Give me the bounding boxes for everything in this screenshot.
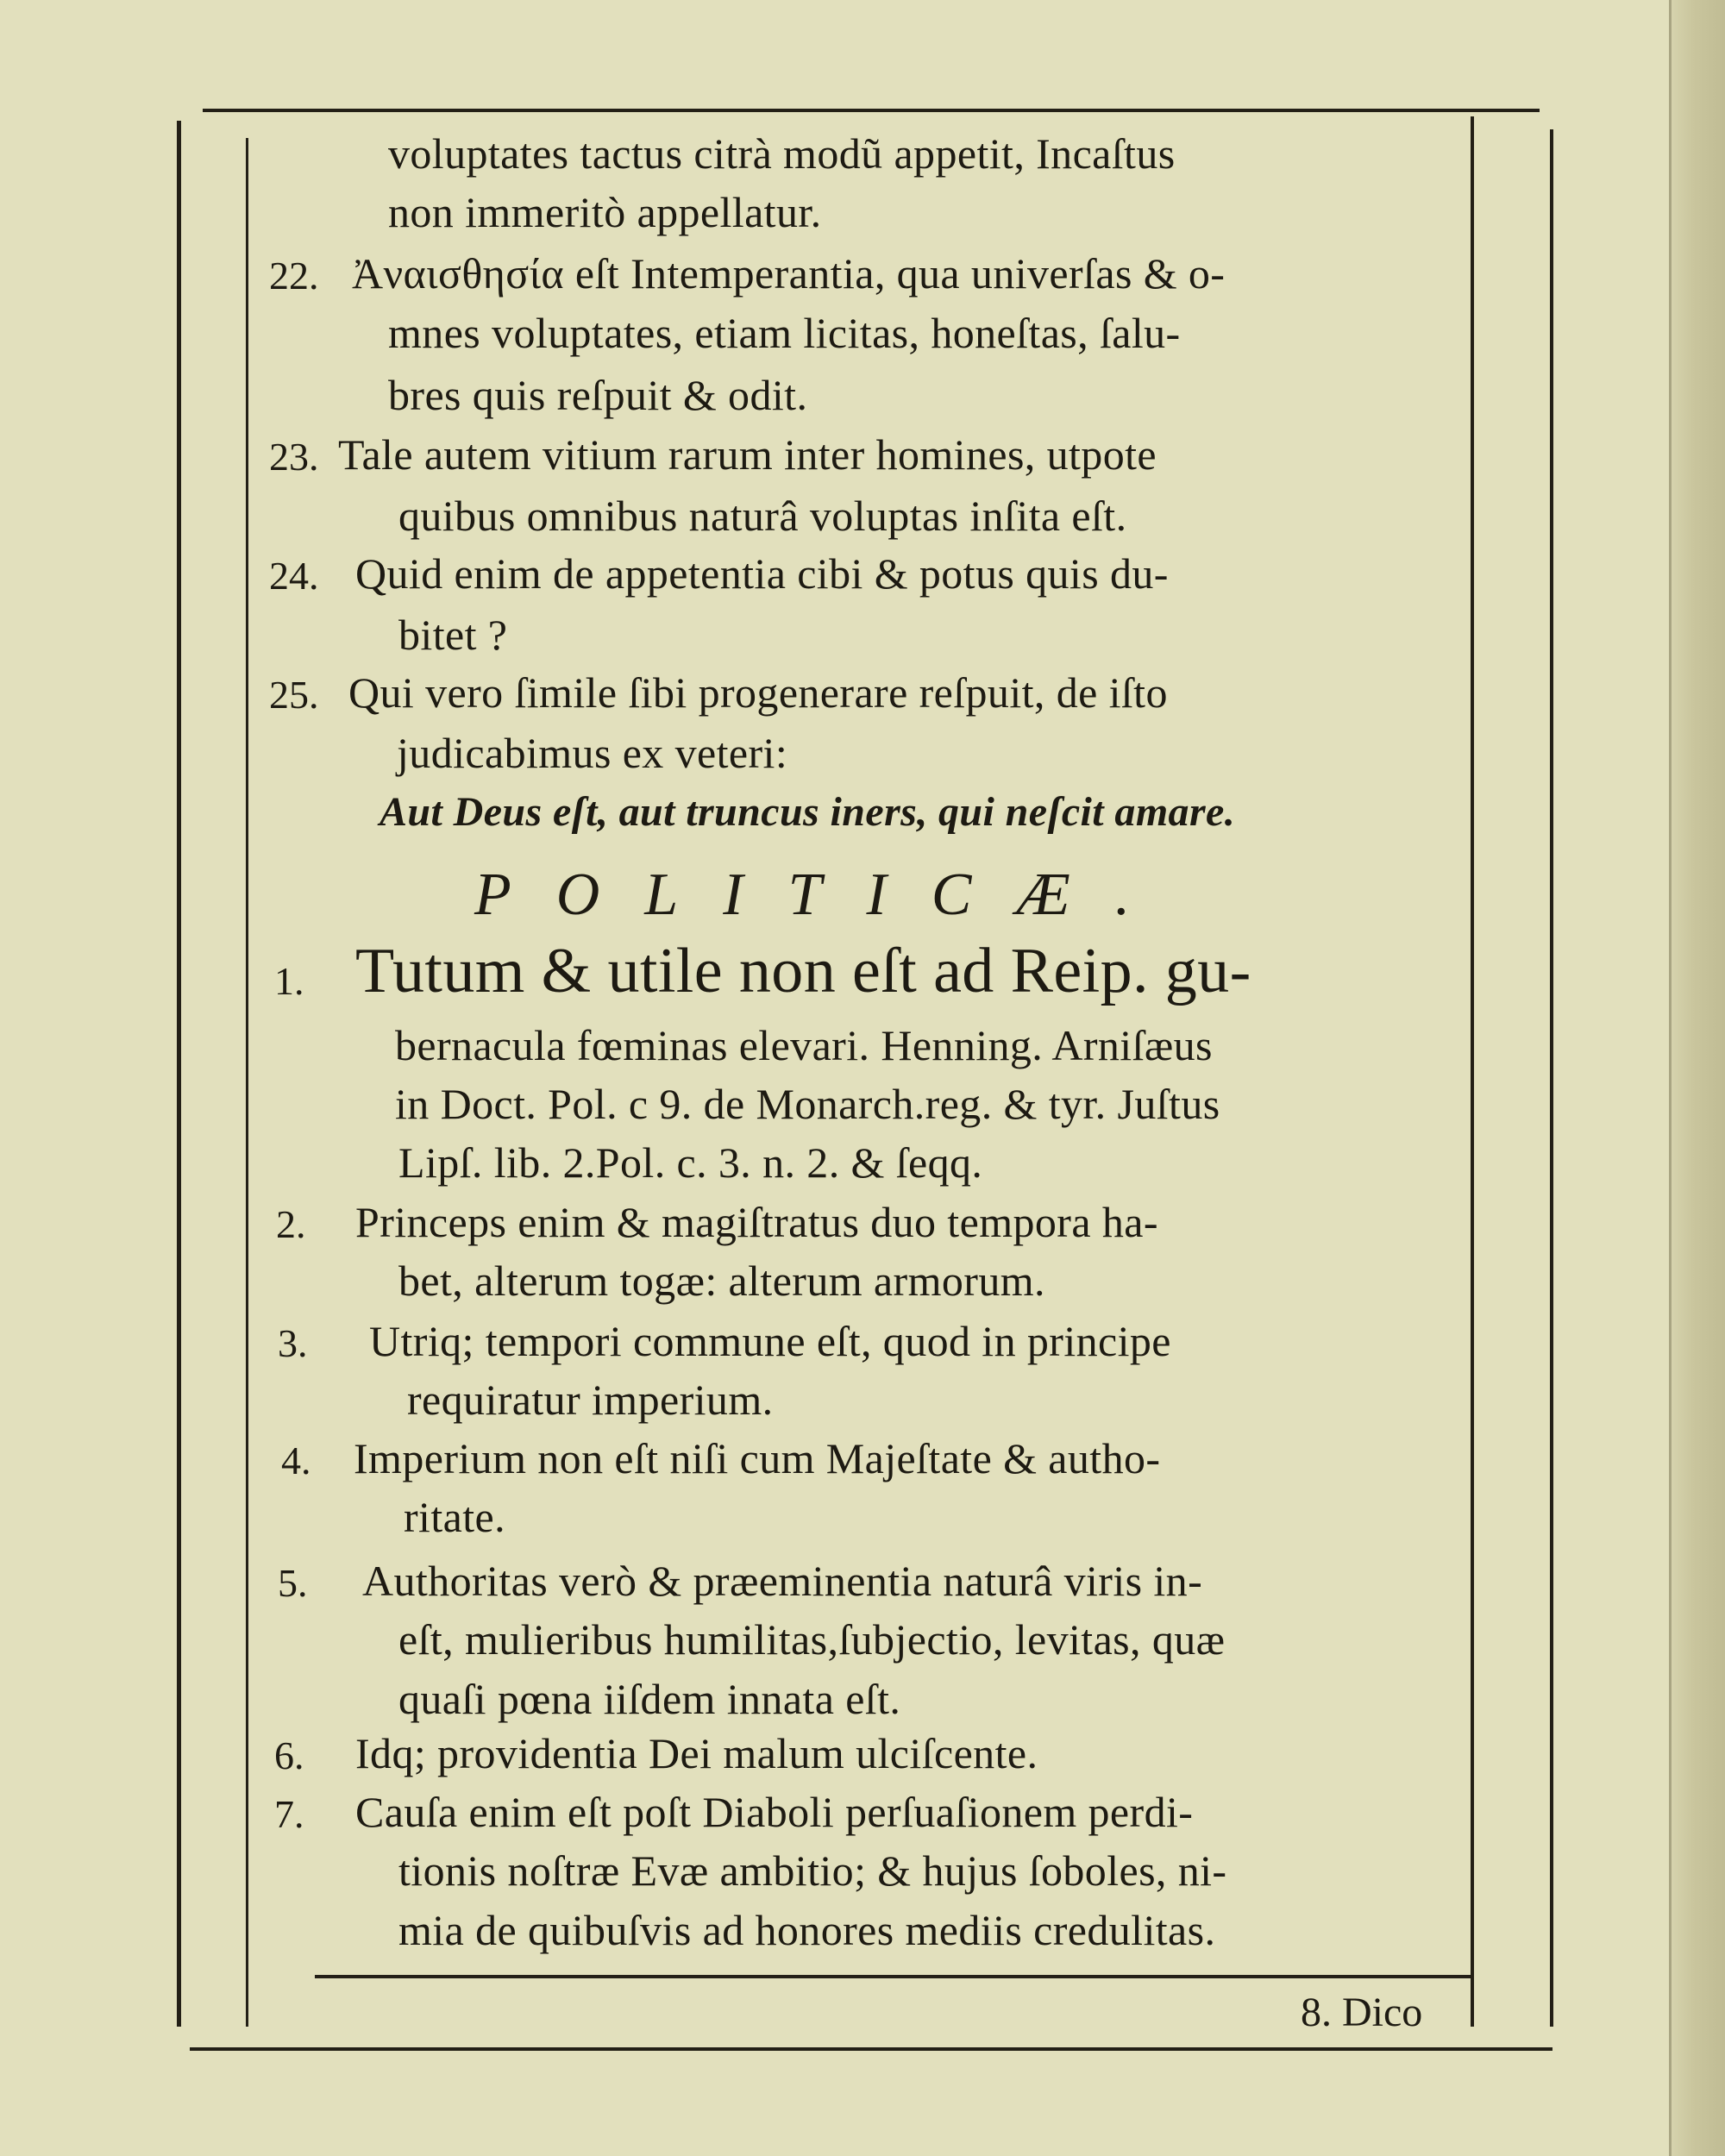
- item-number: 2.: [276, 1202, 306, 1246]
- text-line: quaſi pœna iiſdem innata eſt.: [398, 1675, 901, 1723]
- text-line: bernacula fœminas elevari. Henning. Arniſæus: [395, 1021, 1213, 1069]
- section-heading: POLITICÆ.: [474, 862, 1176, 928]
- frame-top-rule: [203, 109, 1540, 112]
- text-line: quibus omnibus naturâ voluptas inſita eſt.: [398, 492, 1127, 540]
- item-number: 3.: [278, 1321, 308, 1365]
- text-line: in Doct. Pol. c 9. de Monarch.reg. & tyr. Juſtus: [395, 1080, 1220, 1128]
- text-line: judicabimus ex veteri:: [397, 729, 788, 777]
- text-line: Quid enim de appetentia cibi & potus quis du-: [355, 549, 1169, 598]
- item-number: 24.: [269, 554, 319, 598]
- text-line: voluptates tactus citrà modũ appetit, Incaſtus: [388, 129, 1176, 178]
- text-line: Princeps enim & magiſtratus duo tempora ha-: [355, 1198, 1158, 1246]
- item-number: 6.: [274, 1733, 304, 1777]
- text-line: mia de quibuſvis ad honores mediis credulitas.: [398, 1906, 1216, 1954]
- text-line: Lipſ. lib. 2.Pol. c. 3. n. 2. & ſeqq.: [398, 1138, 983, 1187]
- item-number: 5.: [278, 1561, 308, 1605]
- item-number: 1.: [274, 959, 304, 1003]
- item-number: 22.: [269, 254, 319, 298]
- item-number: 4.: [281, 1438, 311, 1482]
- frame-left-outer-rule: [177, 121, 181, 2027]
- frame-right-outer-rule: [1550, 129, 1553, 2027]
- adjacent-page-edge: [1669, 0, 1725, 2156]
- verse-quotation: Aut Deus eſt, aut truncus iners, qui neſcit amare.: [380, 789, 1236, 835]
- text-line: mnes voluptates, etiam licitas, honeſtas, ſalu-: [388, 309, 1181, 357]
- text-line: Utriq; tempori commune eſt, quod in principe: [369, 1317, 1171, 1365]
- text-line: Idq; providentia Dei malum ulciſcente.: [355, 1729, 1038, 1777]
- frame-left-inner-rule: [246, 138, 248, 2027]
- text-line: ritate.: [404, 1493, 506, 1541]
- frame-bottom-rule: [315, 1975, 1471, 1978]
- page-bottom-rule: [190, 2047, 1552, 2051]
- text-line: Ἀναισθησία eſt Intemperantia, qua univerſas & o-: [352, 249, 1226, 298]
- catchword: 8. Dico: [1301, 1990, 1423, 2035]
- text-line: Imperium non eſt niſi cum Majeſtate & autho-: [354, 1434, 1161, 1482]
- item-number: 7.: [274, 1792, 304, 1836]
- text-line: bet, alterum togæ: alterum armorum.: [398, 1257, 1045, 1305]
- text-line: Authoritas verò & præeminentia naturâ viris in-: [362, 1557, 1203, 1605]
- text-line: eſt, mulieribus humilitas,ſubjectio, levitas, quæ: [398, 1615, 1226, 1664]
- text-line: requiratur imperium.: [407, 1376, 774, 1424]
- frame-right-inner-rule: [1471, 116, 1474, 2027]
- text-line: Cauſa enim eſt poſt Diaboli perſuaſionem perdi-: [355, 1788, 1194, 1836]
- text-line: Qui vero ſimile ſibi progenerare reſpuit, de iſto: [348, 668, 1168, 717]
- text-line: Tutum & utile non eſt ad Reip. gu-: [355, 936, 1251, 1006]
- text-line: bres quis reſpuit & odit.: [388, 371, 808, 419]
- text-line: non immeritò appellatur.: [388, 188, 822, 236]
- text-line: Tale autem vitium rarum inter homines, utpote: [338, 430, 1157, 479]
- item-number: 25.: [269, 673, 319, 717]
- text-line: tionis noſtræ Evæ ambitio; & hujus ſoboles, ni-: [398, 1846, 1227, 1895]
- item-number: 23.: [269, 435, 319, 479]
- text-line: bitet ?: [398, 611, 508, 659]
